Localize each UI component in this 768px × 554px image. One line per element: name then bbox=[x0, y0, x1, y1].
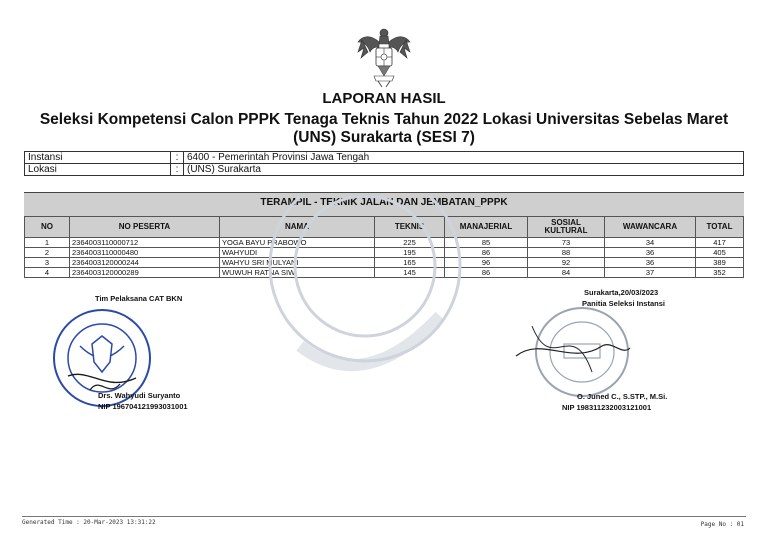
cell-no: 2 bbox=[25, 248, 70, 258]
signature-right-nip: NIP 198311232003121001 bbox=[562, 403, 652, 412]
cell-wawancara: 34 bbox=[605, 238, 696, 248]
info-value: 6400 - Pemerintah Provinsi Jawa Tengah bbox=[184, 152, 744, 164]
cell-total: 352 bbox=[696, 268, 744, 278]
cell-nama: WAHYUDI bbox=[220, 248, 375, 258]
info-value: (UNS) Surakarta bbox=[184, 164, 744, 176]
cell-manajerial: 86 bbox=[445, 248, 528, 258]
cell-total: 389 bbox=[696, 258, 744, 268]
col-header-teknis: TEKNIS bbox=[375, 217, 445, 238]
cell-wawancara: 37 bbox=[605, 268, 696, 278]
signature-right-label: Panitia Seleksi Instansi bbox=[582, 299, 665, 308]
report-subtitle: Seleksi Kompetensi Calon PPPK Tenaga Teknis Tahun 2022 Lokasi Universitas Sebelas Maret (UNS) Surakarta (SESI 7) bbox=[39, 111, 729, 146]
signature-left-label: Tim Pelaksana CAT BKN bbox=[95, 294, 183, 303]
bkn-watermark-seal-icon bbox=[240, 196, 490, 386]
generated-time: Generated Time : 20-Mar-2023 13:31:22 bbox=[22, 519, 156, 526]
bkd-stamp-icon bbox=[512, 296, 636, 400]
cell-manajerial: 85 bbox=[445, 238, 528, 248]
cell-nama: YOGA BAYU PRABOWO bbox=[220, 238, 375, 248]
col-header-manajerial: MANAJERIAL bbox=[445, 217, 528, 238]
cell-sosial-kultural: 88 bbox=[528, 248, 605, 258]
col-header-nama: NAMA bbox=[220, 217, 375, 238]
cell-total: 405 bbox=[696, 248, 744, 258]
cell-total: 417 bbox=[696, 238, 744, 248]
cell-manajerial: 96 bbox=[445, 258, 528, 268]
col-header-no-peserta: NO PESERTA bbox=[70, 217, 220, 238]
info-table bbox=[24, 151, 744, 176]
cell-no-peserta: 2364003120000244 bbox=[70, 258, 220, 268]
cell-manajerial: 86 bbox=[445, 268, 528, 278]
cell-no-peserta: 2364003120000289 bbox=[70, 268, 220, 278]
signature-left-nip: NIP 196704121993031001 bbox=[98, 402, 188, 411]
col-header-wawancara: WAWANCARA bbox=[605, 217, 696, 238]
info-label: Instansi bbox=[25, 152, 171, 164]
info-row-lokasi bbox=[25, 164, 744, 176]
cell-teknis: 165 bbox=[375, 258, 445, 268]
cell-no: 3 bbox=[25, 258, 70, 268]
signature-right-name: O. Juned C., S.STP., M.Si. bbox=[577, 392, 668, 401]
cell-sosial-kultural: 73 bbox=[528, 238, 605, 248]
page-number: Page No : 01 bbox=[700, 521, 744, 528]
cell-no-peserta: 2364003110000712 bbox=[70, 238, 220, 248]
garuda-emblem-icon bbox=[356, 26, 412, 88]
cell-no: 1 bbox=[25, 238, 70, 248]
cell-teknis: 195 bbox=[375, 248, 445, 258]
info-label: Lokasi bbox=[25, 164, 171, 176]
info-row-instansi bbox=[25, 152, 744, 164]
signature-right-date: Surakarta,20/03/2023 bbox=[584, 288, 659, 297]
cell-sosial-kultural: 92 bbox=[528, 258, 605, 268]
info-separator: : bbox=[171, 164, 184, 176]
report-title: LAPORAN HASIL bbox=[322, 90, 446, 107]
signature-left-name: Drs. Wahyudi Suryanto bbox=[98, 391, 181, 400]
cell-wawancara: 36 bbox=[605, 258, 696, 268]
col-header-total: TOTAL bbox=[696, 217, 744, 238]
info-separator: : bbox=[171, 152, 184, 164]
cell-no-peserta: 2364003110000480 bbox=[70, 248, 220, 258]
cell-nama: WAHYU SRI MULYANI bbox=[220, 258, 375, 268]
cell-nama: WUWUH RATNA SIWI bbox=[220, 268, 375, 278]
cell-sosial-kultural: 84 bbox=[528, 268, 605, 278]
cell-teknis: 145 bbox=[375, 268, 445, 278]
col-header-sosial-kultural: SOSIAL KULTURAL bbox=[528, 217, 605, 238]
cell-wawancara: 36 bbox=[605, 248, 696, 258]
cell-teknis: 225 bbox=[375, 238, 445, 248]
footer-divider bbox=[22, 516, 746, 517]
cell-no: 4 bbox=[25, 268, 70, 278]
col-header-no: NO bbox=[25, 217, 70, 238]
section-title: TERAMPIL - TEKNIK JALAN DAN JEMBATAN_PPPK bbox=[260, 197, 508, 208]
